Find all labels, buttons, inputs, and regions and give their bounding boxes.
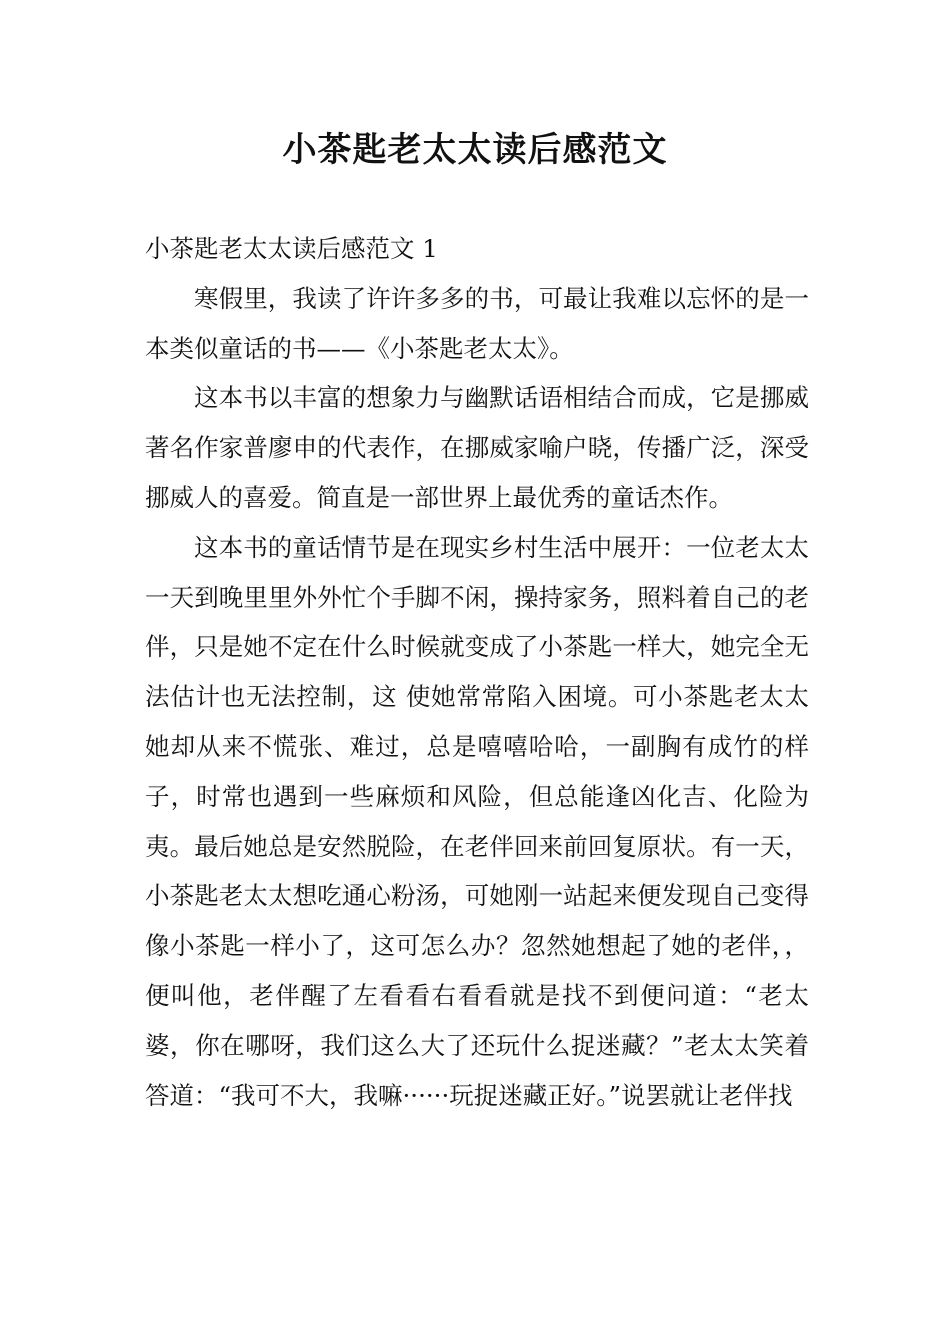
document-title: 小茶匙老太太读后感范文 bbox=[282, 130, 668, 170]
document-body bbox=[145, 224, 809, 1120]
paragraph-1: 寒假里，我读了许许多多的书，可最让我难以忘怀的是一本类似童话的书——《小茶匙老太太》。 bbox=[145, 283, 809, 363]
paragraph-3: 这本书的童话情节是在现实乡村生活中展开：一位老太太一天到晚里里外外忙个手脚不闲，操持家务，照料着自己的老伴，只是她不定在什么时候就变成了小茶匙一样大，她完全无法估计也无法控制，这 使她常常陷入困境。可小茶匙老太太她却从来不慌张、难过，总是嘻嘻哈哈，一副胸有成竹的样子，时常也遇到一些麻烦和风险，但总能逢凶化吉、化险为夷。最后她总是安然脱险，在老伴回来前回复原状。有一天，小茶匙老太太想吃通心粉汤，可她刚一站起来便发现自己变得像小茶匙一样小了，这可怎么办？忽然她想起了她的老伴，，便叫他，老伴醒了左看看右看看就是找不到便问道：“老太婆，你在哪呀，我们这么大了还玩什么捉迷藏？”老太太笑着答道：“我可不大，我嘛······玩捉迷藏正好。”说罢就让老伴找 bbox=[145, 532, 809, 1110]
section-heading: 小茶匙老太太读后感范文 1 bbox=[145, 234, 438, 263]
paragraph-2: 这本书以丰富的想象力与幽默话语相结合而成，它是挪威著名作家普廖申的代表作，在挪威家喻户晓，传播广泛，深受挪威人的喜爱。简直是一部世界上最优秀的童话杰作。 bbox=[145, 383, 809, 512]
